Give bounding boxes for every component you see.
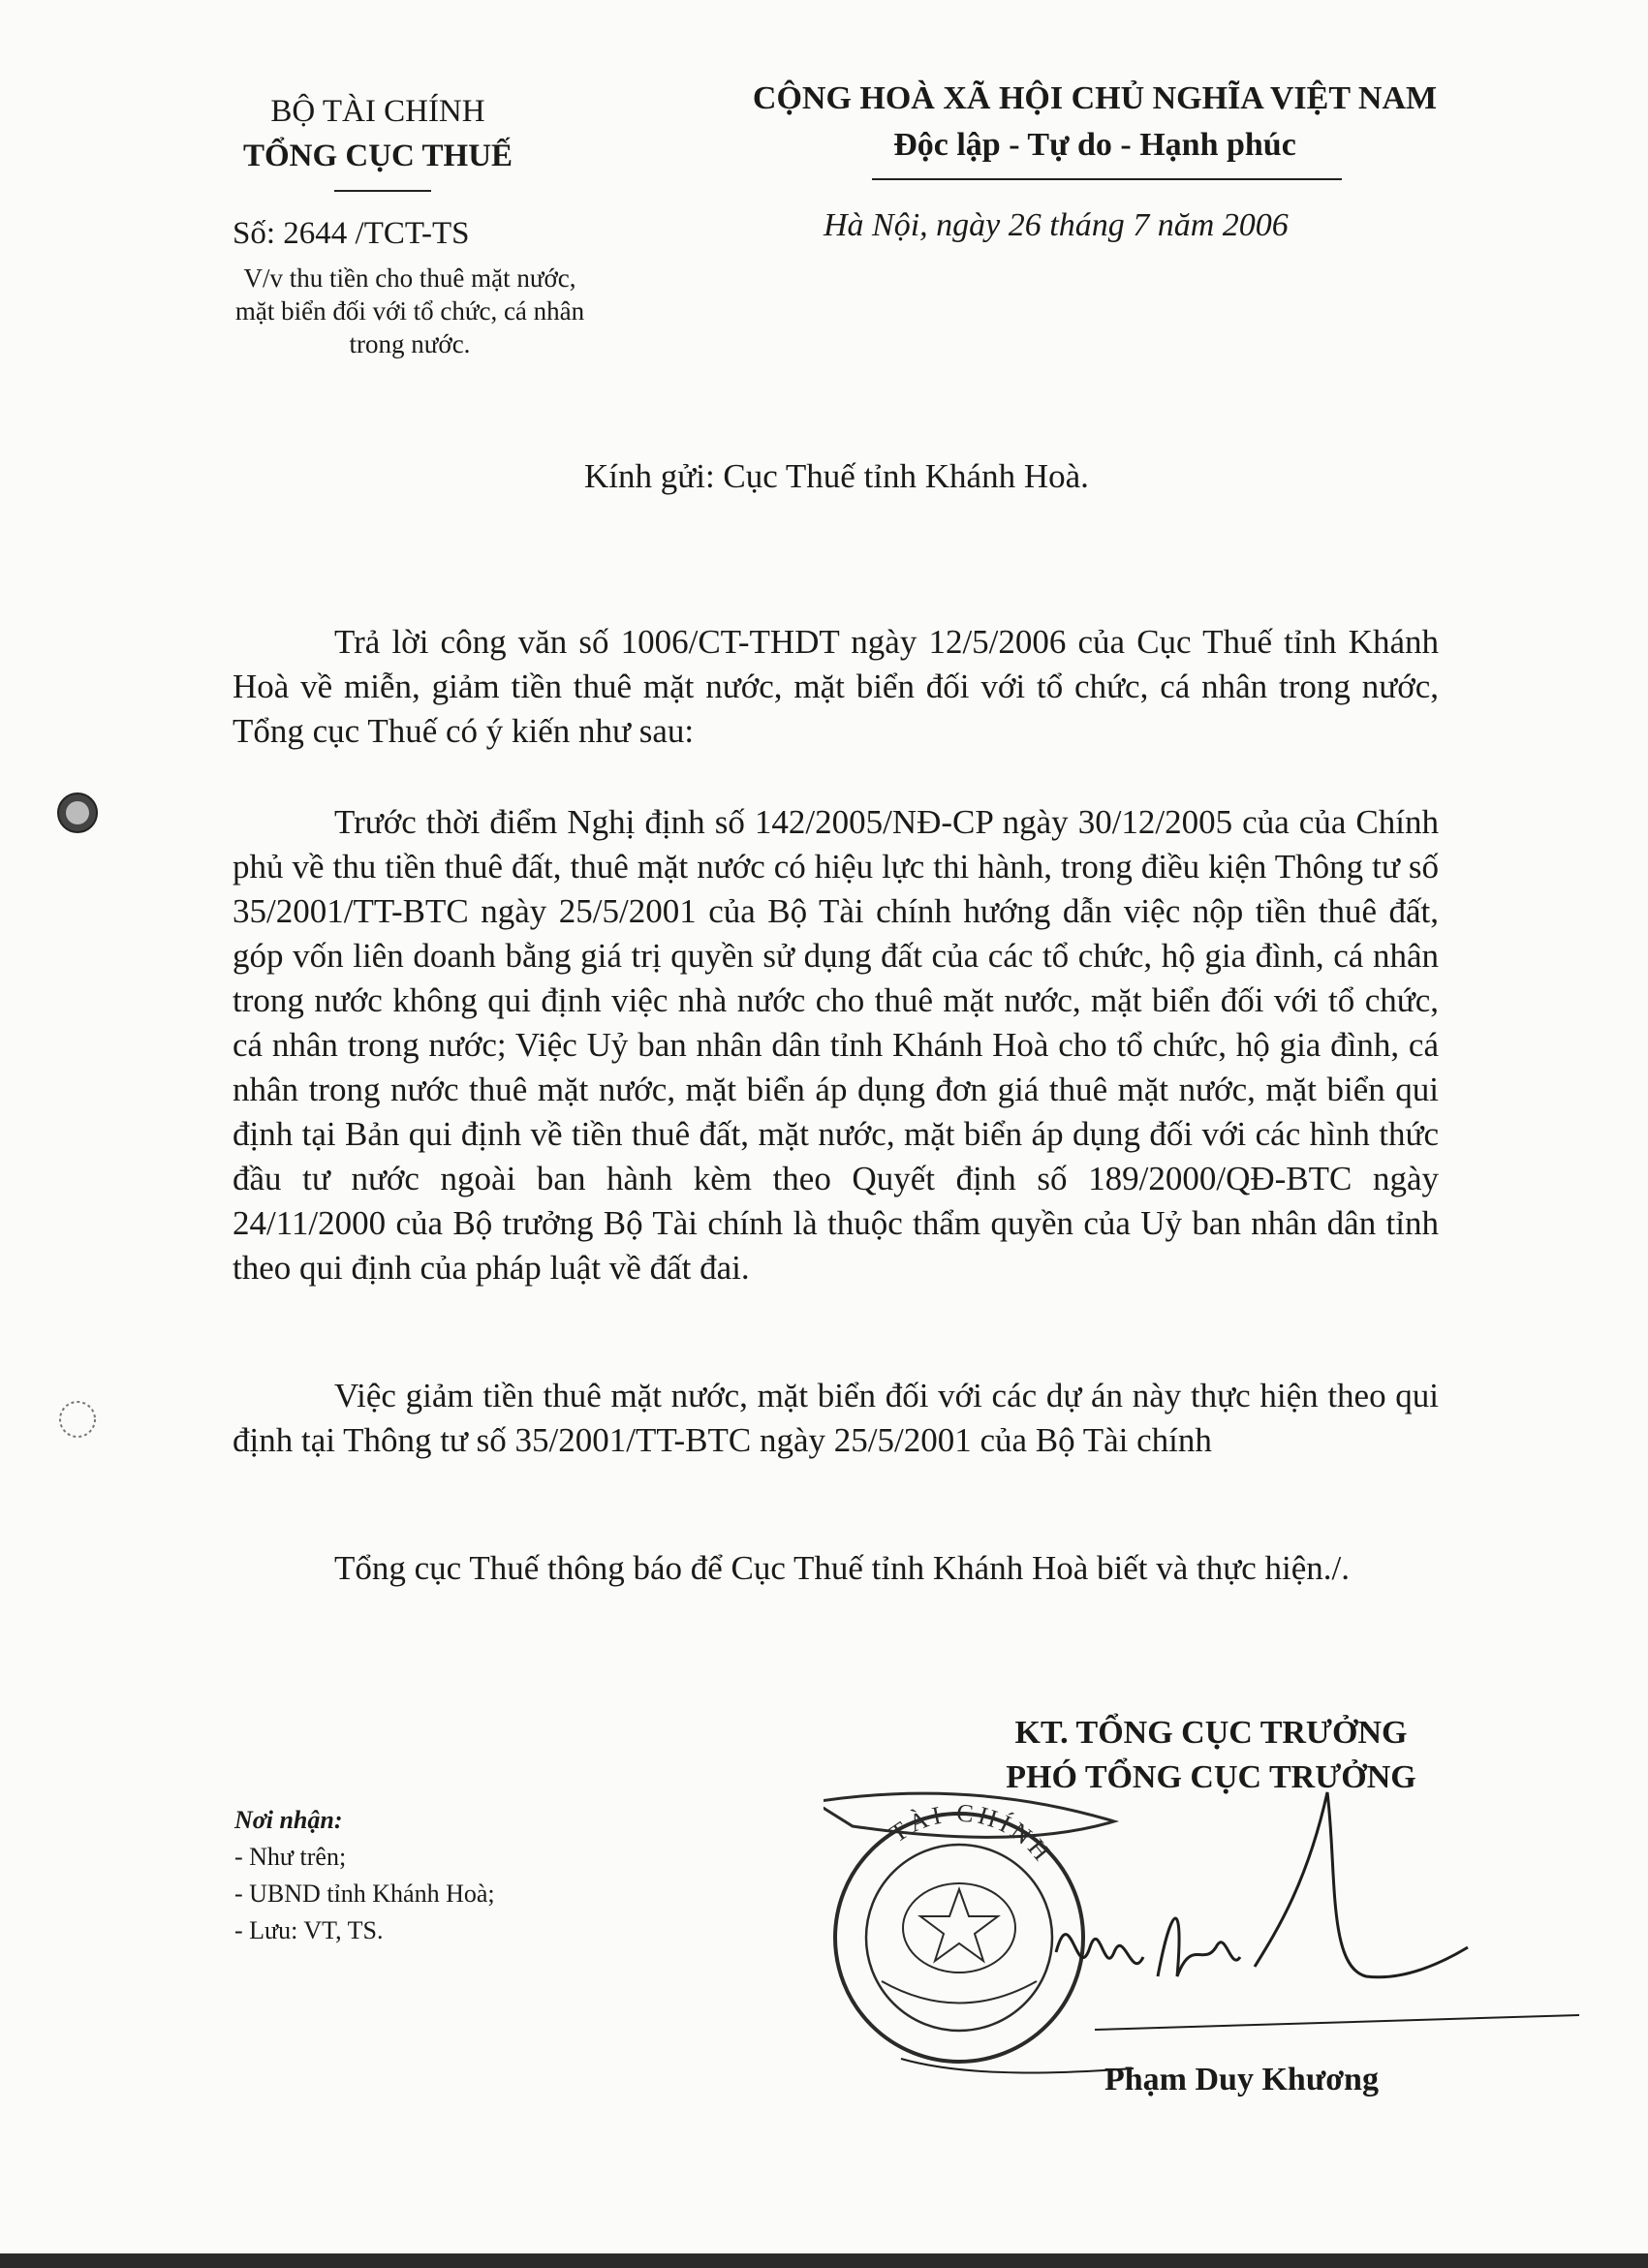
national-header: [736, 76, 1453, 169]
official-seal-and-signature: [824, 1783, 1579, 2102]
body-paragraph-2: Trước thời điểm Nghị định số 142/2005/NĐ-CP ngày 30/12/2005 của của Chính phủ về thu tiền thuê đất, thuê mặt nước có hiệu lực thi hành, trong điều kiện Thông tư số 35/2001/TT-BTC ngày 25/5/2001 của Bộ Tài chính hướng dẫn việc nộp tiền thuê đất, góp vốn liên doanh bằng giá trị quyền sử dụng đất của các tổ chức, hộ gia đình, cá nhân trong nước không qui định việc nhà nước cho thuê mặt nước, mặt biển đối với tổ chức, cá nhân trong nước; Việc Uỷ ban nhân dân tỉnh Khánh Hoà cho tổ chức, hộ gia đình, cá nhân trong nước thuê mặt nước, mặt biển áp dụng đơn giá thuê mặt nước, mặt biển qui định tại Bản qui định về tiền thuê đất, mặt nước, mặt biển áp dụng đối với các hình thức đầu tư nước ngoài ban hành kèm theo Quyết định số 189/2000/QĐ-BTC ngày 24/11/2000 của Bộ trưởng Bộ Tài chính là thuộc thẩm quyền của Uỷ ban nhân dân tỉnh theo qui định của pháp luật về đất đai.: [233, 803, 1439, 1287]
recipient-line: Kính gửi: Cục Thuế tỉnh Khánh Hoà.: [584, 457, 1089, 495]
document-number: Số: 2644 /TCT-TS: [233, 216, 470, 251]
signature-title-line-1: KT. TỔNG CỤC TRƯỞNG: [1014, 1715, 1408, 1751]
header-divider-left: [334, 190, 431, 192]
body-paragraph-1: Trả lời công văn số 1006/CT-THDT ngày 12/5/2006 của Cục Thuế tỉnh Khánh Hoà về miễn, giảm tiền thuê mặt nước, mặt biển đối với tổ chức, cá nhân trong nước, Tổng cục Thuế có ý kiến như sau:: [233, 623, 1439, 750]
receiver-item: - Lưu: VT, TS.: [234, 1916, 384, 1944]
punch-hole-mark: [53, 789, 102, 837]
body-paragraph-3: Việc giảm tiền thuê mặt nước, mặt biển đối với các dự án này thực hiện theo qui định tại Thông tư số 35/2001/TT-BTC ngày 25/5/2001 của Bộ Tài chính: [233, 1377, 1439, 1459]
header-divider-right: [872, 178, 1342, 180]
ministry-name: BỘ TÀI CHÍNH: [270, 94, 485, 129]
body-paragraph-4: Tổng cục Thuế thông báo để Cục Thuế tỉnh Khánh Hoà biết và thực hiện./.: [334, 1549, 1350, 1587]
scan-edge: [0, 2253, 1648, 2268]
receiver-item: - Như trên;: [234, 1843, 347, 1871]
document-date: Hà Nội, ngày 26 tháng 7 năm 2006: [824, 207, 1289, 243]
issuing-organization: [184, 89, 572, 178]
punch-hole-mark: [53, 1395, 102, 1444]
signature-title-line-2: PHÓ TỔNG CỤC TRƯỞNG: [1006, 1759, 1416, 1795]
nation-name: CỘNG HOÀ XÃ HỘI CHỦ NGHĨA VIỆT NAM: [752, 80, 1438, 116]
signer-name: Phạm Duy Khương: [1104, 2062, 1379, 2097]
document-subject: V/v thu tiền cho thuê mặt nước, mặt biển đối với tổ chức, cá nhân trong nước.: [234, 264, 585, 358]
receiver-item: - UBND tỉnh Khánh Hoà;: [234, 1880, 495, 1908]
official-seal: [824, 1793, 1114, 2062]
receivers-heading: Nơi nhận:: [234, 1806, 343, 1834]
receivers-list: [234, 1802, 495, 1949]
svg-text:TÀI CHÍNH: TÀI CHÍNH: [885, 1798, 1059, 1869]
department-name: TỔNG CỤC THUẾ: [242, 139, 513, 173]
national-motto: Độc lập - Tự do - Hạnh phúc: [893, 127, 1296, 163]
